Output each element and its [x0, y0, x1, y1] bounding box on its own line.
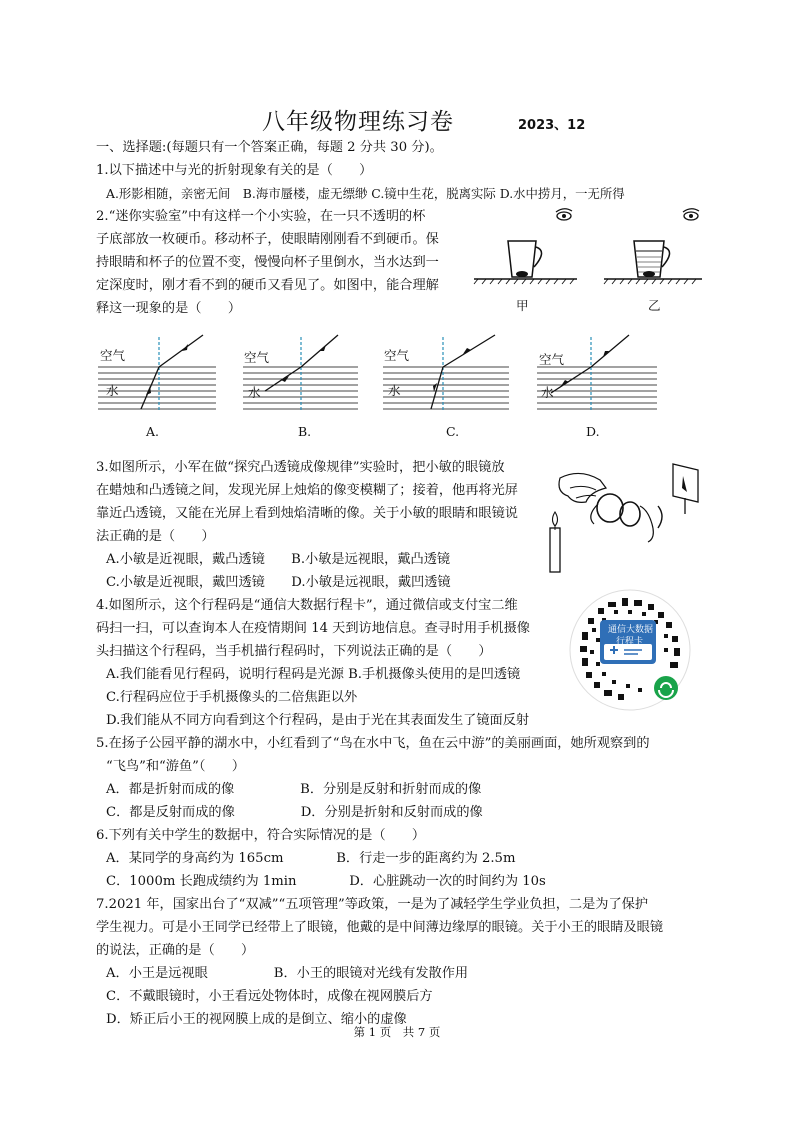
refraction-diagram-a [98, 333, 220, 413]
q4-line-2: 码扫一扫，可以查询本人在疫情期间 14 天到访地信息。查寻时用手机摄像 [96, 621, 530, 636]
candle [550, 512, 560, 572]
q4-option-c: C.行程码应位于手机摄像头的二倍焦距以外 [106, 690, 358, 705]
table-surface [474, 279, 702, 284]
q3-line-3: 靠近凸透镜，又能在光屏上看到烛焰清晰的像。关于小敏的眼睛和眼镜说 [96, 506, 518, 521]
glasses [591, 494, 640, 526]
q5-options-cd: C．都是反射而成的像 D．分别是折射和反射而成的像 [106, 805, 483, 820]
cup-yi [634, 241, 670, 277]
cup-experiment-figure [472, 205, 704, 320]
q7-line-1: 7.2021 年，国家出台了“双减”“五项管理”等政策，一是为了减轻学生学业负担，二是为了保护 [96, 897, 649, 912]
refraction-diagram-d [537, 333, 661, 413]
q2-line-5: 释这一现象的是（ ） [96, 301, 242, 316]
q3-line-2: 在蜡烛和凸透镜之间，发现光屏上烛焰的像变模糊了；接着，他再将光屏 [96, 483, 518, 498]
q1-stem: 1.以下描述中与光的折射现象有关的是（ ） [96, 163, 373, 178]
page-footer: 第 1 页 共 7 页 [353, 1025, 441, 1039]
fig-label-jia: 甲 [516, 298, 529, 313]
q2-line-4: 定深度时，刚才看不到的硬币又看见了。如图中，能合理解 [96, 278, 439, 293]
q3-line-4: 法正确的是（ ） [96, 529, 215, 544]
air-label-d: 空气 [539, 352, 565, 367]
q2-line-3: 持眼睛和杯子的位置不变，慢慢向杯子里倒水，当水达到一 [96, 255, 439, 270]
q6-options-ab: A．某同学的身高约为 165cm B．行走一步的距离约为 2.5m [106, 851, 516, 866]
q7-line-2: 学生视力。可是小王同学已经带上了眼镜，他戴的是中间薄边缘厚的眼镜。关于小王的眼睛及眼镜 [96, 920, 664, 935]
q7-option-c: C．不戴眼镜时，小王看远处物体时，成像在视网膜后方 [106, 989, 433, 1004]
q5-line-1: 5.在扬子公园平静的湖水中，小红看到了“鸟在水中飞，鱼在云中游”的美丽画面，她所观察到的 [96, 736, 650, 751]
eye-icon-right [683, 209, 699, 220]
water-label-a: 水 [106, 383, 119, 398]
air-label-a: 空气 [100, 348, 126, 363]
q1-options: A.形影相随，亲密无间 B.海市蜃楼，虚无缥缈 C.镜中生花，脱离实际 D.水中捞月，一无所得 [106, 186, 625, 201]
itinerary-qr-code [568, 588, 692, 712]
cup-jia [508, 241, 542, 277]
choice-a-label: A. [146, 424, 160, 439]
air-label-b: 空气 [244, 350, 270, 365]
q7-options-ab: A．小王是远视眼 B．小王的眼镜对光线有发散作用 [106, 966, 469, 981]
air-label-c: 空气 [384, 348, 410, 363]
water-label-c: 水 [388, 383, 401, 398]
water-label-d: 水 [541, 385, 554, 400]
fig-label-yi: 乙 [648, 298, 661, 313]
q6-options-cd: C．1000m 长跑成绩约为 1min D．心脏跳动一次的时间约为 10s [106, 874, 546, 889]
q5-options-ab: A．都是折射而成的像 B．分别是反射和折射而成的像 [106, 782, 482, 797]
q2-line-1: 2.“迷你实验室”中有这样一个小实验，在一只不透明的杯 [96, 209, 426, 224]
page-title: 八年级物理练习卷 [262, 109, 454, 135]
q4-line-1: 4.如图所示，这个行程码是“通信大数据行程卡”，通过微信或支付宝二维 [96, 598, 518, 613]
refraction-diagram-b [243, 333, 365, 413]
water-label-b: 水 [248, 385, 261, 400]
q5-line-2: “飞鸟”和“游鱼”（ ） [106, 759, 246, 774]
light-screen [673, 464, 698, 514]
q4-line-3: 头扫描这个行程码，当手机描行程码时，下列说法正确的是（ ） [96, 644, 492, 659]
qr-subtitle: 行程卡 [616, 637, 644, 647]
section-heading: 一、选择题:(每题只有一个答案正确，每题 2 分共 30 分)。 [96, 140, 443, 155]
choice-c-label: C. [446, 424, 460, 439]
q2-line-2: 子底部放一枚硬币。移动杯子，使眼睛刚刚看不到硬币。保 [96, 232, 439, 247]
lens-experiment-figure [540, 458, 704, 576]
eye-icon-left [556, 209, 572, 220]
q4-option-d: D.我们能从不同方向看到这个行程码，是由于光在其表面发生了镜面反射 [106, 713, 530, 728]
exam-date: 2023、12 [518, 118, 586, 133]
convex-lens [640, 506, 662, 542]
q7-option-d: D．矫正后小王的视网膜上成的是倒立、缩小的虚像 [106, 1012, 407, 1027]
qr-title: 通信大数据 [608, 625, 654, 635]
q7-line-3: 的说法，正确的是（ ） [96, 943, 255, 958]
q4-options-ab: A.我们能看见行程码，说明行程码是光源 B.手机摄像头使用的是凹透镜 [106, 667, 521, 682]
q3-options-cd: C.小敏是近视眼，戴凹透镜 D.小敏是远视眼，戴凹透镜 [106, 575, 451, 590]
choice-d-label: D. [586, 424, 600, 439]
q3-line-1: 3.如图所示，小军在做“探究凸透镜成像规律”实验时，把小敏的眼镜放 [96, 460, 505, 475]
choice-b-label: B. [298, 424, 312, 439]
q3-options-ab: A.小敏是近视眼，戴凸透镜 B.小敏是远视眼，戴凸透镜 [106, 552, 451, 567]
refraction-diagram-c [383, 333, 513, 413]
q6-stem: 6.下列有关中学生的数据中，符合实际情况的是（ ） [96, 828, 426, 843]
